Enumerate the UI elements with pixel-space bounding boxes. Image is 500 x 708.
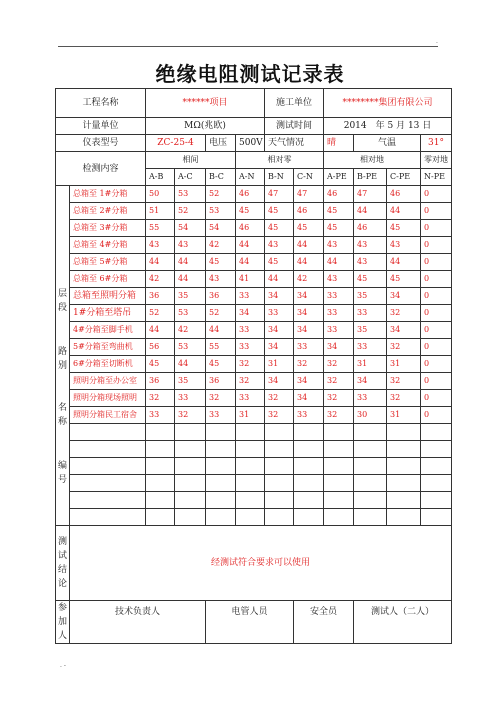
row-name: 1#分箱至塔吊 (70, 305, 146, 322)
document-title: 绝缘电阻测试记录表 (155, 62, 345, 86)
cell: 31 (236, 407, 265, 424)
col-header: B-C (206, 169, 236, 186)
cell: 33 (236, 390, 265, 407)
cell: 44 (236, 254, 265, 271)
cell: 32 (387, 305, 421, 322)
cell: 33 (146, 407, 175, 424)
cell: 0 (421, 322, 452, 339)
safety-officer-label: 安全员 (294, 601, 354, 644)
cell: 45 (206, 254, 236, 271)
row-name: 总箱至 4#分箱 (70, 237, 146, 254)
cell: 45 (265, 203, 294, 220)
cell: 34 (265, 322, 294, 339)
cell: 35 (354, 322, 387, 339)
cell: 44 (324, 254, 354, 271)
cell: 0 (421, 390, 452, 407)
temp-value: 31° (421, 135, 452, 152)
cell: 43 (265, 237, 294, 254)
cell: 44 (175, 356, 206, 373)
cell: 53 (175, 305, 206, 322)
cell: 53 (175, 186, 206, 203)
weather-label: 天气情况 (265, 135, 324, 152)
cell: 54 (206, 220, 236, 237)
cell: 0 (421, 220, 452, 237)
cell: 52 (175, 203, 206, 220)
row-name: 总箱至 6#分箱 (70, 271, 146, 288)
cell: 47 (294, 186, 324, 203)
cell: 44 (354, 203, 387, 220)
builder-value: ********集团有限公司 (324, 89, 452, 118)
cell: 0 (421, 373, 452, 390)
cell: 50 (146, 186, 175, 203)
side-char: 称 (57, 416, 67, 427)
cell: 32 (324, 407, 354, 424)
col-header: C-PE (387, 169, 421, 186)
row-name: 总箱至 1#分箱 (70, 186, 146, 203)
cell: 32 (146, 390, 175, 407)
cell: 45 (265, 254, 294, 271)
col-header: C-N (294, 169, 324, 186)
row-name: 总箱至 2#分箱 (70, 203, 146, 220)
cell: 31 (387, 356, 421, 373)
side-char: 段 (57, 302, 67, 313)
cell: 33 (354, 339, 387, 356)
cell: 44 (175, 271, 206, 288)
cell: 34 (294, 288, 324, 305)
side-char: 试 (57, 551, 67, 561)
side-char: 论 (57, 579, 67, 589)
cell: 33 (236, 288, 265, 305)
table-row (56, 220, 452, 237)
cell: 56 (146, 339, 175, 356)
cell: 53 (206, 203, 236, 220)
cell: 42 (206, 237, 236, 254)
tester-label: 测试人（二人） (354, 601, 452, 644)
content-label: 检测内容 (56, 152, 146, 186)
cell: 42 (175, 322, 206, 339)
cell: 36 (206, 373, 236, 390)
cell: 43 (354, 254, 387, 271)
meter-row (56, 135, 452, 152)
cell: 33 (236, 339, 265, 356)
row-name: 5#分箱至弯曲机 (70, 339, 146, 356)
cell: 33 (354, 305, 387, 322)
empty-row (56, 509, 452, 526)
cell: 44 (146, 254, 175, 271)
table-row (56, 322, 452, 339)
cell: 33 (294, 339, 324, 356)
cell: 33 (206, 407, 236, 424)
empty-row (56, 458, 452, 475)
cell: 34 (324, 339, 354, 356)
time-value: 2014 年 5 月 13 日 (324, 118, 452, 135)
cell: 35 (354, 288, 387, 305)
cell: 32 (175, 407, 206, 424)
group-phase-neutral: 相对零 (236, 152, 324, 169)
cell: 43 (146, 237, 175, 254)
cell: 33 (324, 322, 354, 339)
cell: 33 (236, 322, 265, 339)
meter-label: 仪表型号 (56, 135, 146, 152)
col-header: A-PE (324, 169, 354, 186)
cell: 52 (146, 305, 175, 322)
cell: 46 (324, 186, 354, 203)
table-row (56, 339, 452, 356)
cell: 32 (236, 356, 265, 373)
cell: 44 (175, 254, 206, 271)
cell: 42 (294, 271, 324, 288)
cell: 46 (387, 186, 421, 203)
cell: 31 (354, 356, 387, 373)
table-row (56, 390, 452, 407)
cell: 55 (206, 339, 236, 356)
cell: 0 (421, 254, 452, 271)
unit-row (56, 118, 452, 135)
cell: 51 (146, 203, 175, 220)
cell: 43 (354, 237, 387, 254)
cell: 33 (324, 288, 354, 305)
tech-lead-label: 技术负责人 (70, 601, 206, 644)
cell: 0 (421, 305, 452, 322)
cell: 34 (294, 305, 324, 322)
cell: 34 (265, 288, 294, 305)
side-char: 编 (57, 460, 67, 471)
cell: 0 (421, 186, 452, 203)
cell: 34 (294, 322, 324, 339)
cell: 34 (265, 373, 294, 390)
table-row (56, 271, 452, 288)
col-header: B-N (265, 169, 294, 186)
cell: 30 (354, 407, 387, 424)
cell: 34 (265, 339, 294, 356)
cell: 0 (421, 237, 452, 254)
table-row (56, 254, 452, 271)
side-char: 名 (57, 402, 67, 413)
cell: 34 (387, 322, 421, 339)
col-header: A-B (146, 169, 175, 186)
cell: 41 (236, 271, 265, 288)
cell: 32 (324, 373, 354, 390)
col-header: B-PE (354, 169, 387, 186)
cell: 44 (146, 322, 175, 339)
cell: 45 (236, 203, 265, 220)
cell: 34 (387, 288, 421, 305)
cell: 42 (146, 271, 175, 288)
cell: 45 (265, 220, 294, 237)
cell: 32 (324, 390, 354, 407)
cell: 43 (206, 271, 236, 288)
row-name: 总箱至照明分箱 (70, 288, 146, 305)
cell: 47 (354, 186, 387, 203)
bottom-mark: . - (60, 662, 66, 669)
side-char: 别 (57, 360, 67, 371)
group-phase-earth: 相对地 (324, 152, 421, 169)
cell: 32 (294, 356, 324, 373)
cell: 45 (387, 220, 421, 237)
cell: 55 (146, 220, 175, 237)
project-row (56, 89, 452, 118)
cell: 31 (387, 407, 421, 424)
cell: 46 (354, 220, 387, 237)
side-char: 测 (57, 537, 67, 547)
unit-label: 计量单位 (56, 118, 146, 135)
side-char: 结 (57, 565, 67, 575)
cell: 46 (236, 220, 265, 237)
group-phase: 相间 (146, 152, 236, 169)
row-name: 总箱至 5#分箱 (70, 254, 146, 271)
group-neutral-earth: 零对地 (421, 152, 452, 169)
row-name: 照明分箱现场照明 (70, 390, 146, 407)
project-label: 工程名称 (56, 89, 146, 118)
voltage-label: 电压 (206, 135, 236, 152)
cell: 45 (206, 356, 236, 373)
cell: 31 (265, 356, 294, 373)
side-char: 号 (57, 474, 67, 485)
cell: 45 (146, 356, 175, 373)
cell: 36 (146, 373, 175, 390)
row-name: 总箱至 3#分箱 (70, 220, 146, 237)
cell: 54 (175, 220, 206, 237)
cell: 52 (206, 186, 236, 203)
cell: 34 (294, 390, 324, 407)
row-name: 6#分箱至切断机 (70, 356, 146, 373)
row-name: 照明分箱民工宿舍 (70, 407, 146, 424)
cell: 45 (354, 271, 387, 288)
column-group-row (56, 152, 452, 169)
cell: 0 (421, 339, 452, 356)
side-char: 参 (57, 603, 67, 613)
weather-value: 晴 (324, 135, 354, 152)
cell: 35 (175, 373, 206, 390)
cell: 32 (236, 373, 265, 390)
row-name: 照明分箱至办公室 (70, 373, 146, 390)
empty-row (56, 492, 452, 509)
cell: 44 (265, 271, 294, 288)
cell: 43 (324, 271, 354, 288)
col-header: A-N (236, 169, 265, 186)
cell: 33 (354, 390, 387, 407)
side-char: 路 (57, 346, 67, 357)
cell: 45 (324, 203, 354, 220)
unit-value: MΩ(兆欧) (146, 118, 265, 135)
table-row (56, 305, 452, 322)
cell: 36 (206, 288, 236, 305)
empty-row (56, 475, 452, 492)
table-row (56, 407, 452, 424)
cell: 44 (294, 254, 324, 271)
cell: 45 (387, 271, 421, 288)
cell: 45 (324, 220, 354, 237)
empty-row (56, 424, 452, 441)
cell: 34 (294, 373, 324, 390)
meter-value: ZC-25-4 (146, 135, 206, 152)
cell: 46 (236, 186, 265, 203)
table-row (56, 356, 452, 373)
cell: 32 (265, 390, 294, 407)
cell: 32 (265, 407, 294, 424)
cell: 32 (387, 390, 421, 407)
cell: 44 (387, 254, 421, 271)
cell: 33 (294, 407, 324, 424)
side-char: 层 (57, 288, 67, 299)
table-row (56, 373, 452, 390)
time-label: 测试时间 (265, 118, 324, 135)
top-mark: . (436, 38, 438, 45)
cell: 0 (421, 407, 452, 424)
empty-row (56, 441, 452, 458)
table-row (56, 186, 452, 203)
conclusion-label (56, 526, 70, 601)
cell: 34 (236, 305, 265, 322)
builder-label: 施工单位 (265, 89, 324, 118)
conclusion-text: 经测试符合要求可以使用 (70, 526, 452, 601)
table-row (56, 288, 452, 305)
cell: 52 (206, 305, 236, 322)
insulation-test-table (55, 88, 452, 644)
top-rule (58, 46, 438, 47)
cell: 35 (175, 288, 206, 305)
cell: 32 (387, 339, 421, 356)
cell: 43 (324, 237, 354, 254)
cell: 47 (265, 186, 294, 203)
cell: 43 (387, 237, 421, 254)
cell: 53 (175, 339, 206, 356)
cell: 32 (206, 390, 236, 407)
cell: 33 (265, 305, 294, 322)
cell: 0 (421, 288, 452, 305)
cell: 32 (387, 373, 421, 390)
row-name: 4#分箱至脚手机 (70, 322, 146, 339)
cell: 32 (324, 356, 354, 373)
cell: 33 (324, 305, 354, 322)
conclusion-row (56, 526, 452, 601)
voltage-value: 500V (236, 135, 265, 152)
side-char: 人 (57, 631, 67, 641)
cell: 44 (294, 237, 324, 254)
cell: 36 (146, 288, 175, 305)
col-header: A-C (175, 169, 206, 186)
cell: 0 (421, 271, 452, 288)
cell: 46 (294, 203, 324, 220)
segment-route-label (56, 186, 70, 526)
temp-label: 气温 (354, 135, 421, 152)
electric-staff-label: 电管人员 (206, 601, 294, 644)
cell: 44 (206, 322, 236, 339)
participants-row (56, 601, 452, 644)
project-value: ******项目 (146, 89, 265, 118)
cell: 34 (354, 373, 387, 390)
cell: 0 (421, 356, 452, 373)
side-char: 加 (57, 617, 67, 627)
cell: 33 (175, 390, 206, 407)
cell: 44 (387, 203, 421, 220)
table-row (56, 203, 452, 220)
participants-label (56, 601, 70, 644)
col-header: N-PE (421, 169, 452, 186)
cell: 44 (236, 237, 265, 254)
cell: 45 (294, 220, 324, 237)
cell: 43 (175, 237, 206, 254)
table-row (56, 237, 452, 254)
cell: 0 (421, 203, 452, 220)
